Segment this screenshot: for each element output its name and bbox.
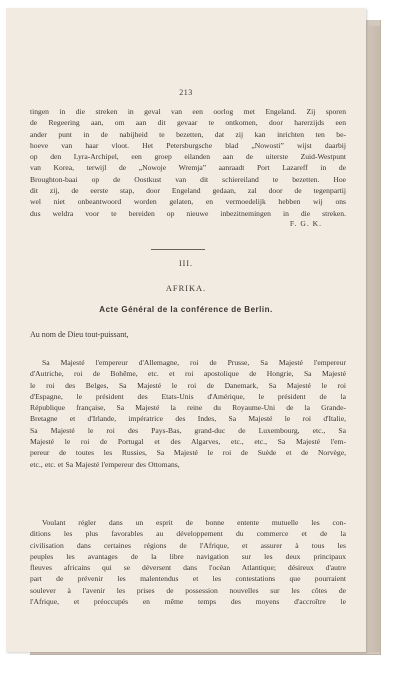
text-line: fleuves africains qui se déversent dans l'océan Atlantique; désireux d'autre bbox=[30, 563, 346, 573]
section-divider bbox=[151, 249, 205, 250]
text-line: pereur de toutes les Russies, Sa Majesté le roi de Suède et de Norvège, bbox=[30, 448, 346, 458]
text-line: peuples les avantages de la libre navigation sur les deux principaux bbox=[30, 551, 346, 561]
text-line: l'Afrique, et préoccupés en même temps des moyens d'accroître le bbox=[30, 597, 346, 607]
text-line: le roi des Belges, Sa Majesté le roi de Danemark, Sa Majesté le roi bbox=[30, 380, 346, 390]
text-line: Sa Majesté l'empereur d'Allemagne, roi de Prusse, Sa Majesté l'empereur bbox=[42, 358, 346, 367]
text-line: hoeve van haar vloot. Het Petersburgsche blad „Nowosti” wijst daarbij bbox=[30, 140, 346, 150]
text-line: van Korea, terwijl de „Nowoje Wremja” aanraadt Port Lazareff in de bbox=[30, 163, 346, 173]
section-number: III. bbox=[179, 259, 193, 268]
text-line: République française, Sa Majesté la reine du Royaume-Uni de la Grande- bbox=[30, 403, 346, 413]
author-signature: F. G. K. bbox=[289, 219, 322, 228]
act-title: Acte Général de la conférence de Berlin. bbox=[99, 305, 273, 314]
paragraph-korea bbox=[30, 106, 346, 219]
text-line: civilisation dans certaines régions de l'Afrique, et assurer à tous les bbox=[30, 540, 346, 550]
text-line: d'Espagne, le président des Etats-Unis d'Amérique, le président de la bbox=[30, 391, 346, 401]
text-line: ditions les plus favorables au développement du commerce et de la bbox=[30, 529, 346, 539]
text-line: op den Lyra-Archipel, een groep eilanden aan de uiterste Zuid-Westpunt bbox=[30, 152, 346, 162]
text-line: wel niet onbeantwoord worden gelaten, en vermoedelijk hebben wij ons bbox=[30, 197, 346, 207]
text-line: etc., etc. et Sa Majesté l'empereur des Ottomans, bbox=[30, 459, 180, 469]
paragraph-purpose bbox=[30, 517, 346, 607]
book-page bbox=[6, 8, 366, 652]
paragraph-sovereigns bbox=[30, 357, 346, 470]
text-line: Voulant régler dans un esprit de bonne entente mutuelle les con- bbox=[42, 518, 346, 527]
text-line: ander punt in de nabijheid te bezetten, dat zij kan inrichten ten be- bbox=[30, 129, 346, 139]
text-line: soulever à l'avenir les prises de possession nouvelles sur les côtes de bbox=[30, 585, 346, 595]
text-line: dus weldra voor te bereiden op nieuwe inbezitnemingen in die streken. bbox=[30, 208, 346, 218]
text-line: de Regeering aan, om aan dit gevaar te ontkomen, door harerzijds een bbox=[30, 118, 346, 128]
text-line: part de prévenir les malentendus et les contestations que pourraient bbox=[30, 574, 346, 584]
text-line: tingen in die streken in geval van een oorlog met Engeland. Zij sporen bbox=[30, 107, 346, 116]
text-line: d'Autriche, roi de Bohême, etc. et roi apostolique de Hongrie, Sa Majesté bbox=[30, 369, 346, 379]
section-title: AFRIKA. bbox=[165, 284, 207, 293]
text-line: Broughton-baai op de Oostkust van dit schiereiland te bezetten. Hoe bbox=[30, 174, 346, 184]
book-cover-edge bbox=[368, 26, 380, 652]
text-line: Majesté le roi de Portugal et des Algarves, etc., etc., Sa Majesté l'em- bbox=[30, 437, 346, 447]
invocation: Au nom de Dieu tout-puissant, bbox=[30, 330, 129, 339]
text-line: Sa Majesté le roi des Pays-Bas, grand-duc de Luxembourg, etc., Sa bbox=[30, 425, 346, 435]
page-number: 213 bbox=[179, 88, 193, 97]
text-line: dit zij, de eerste stap, door Engeland gedaan, zal door de tegenpartij bbox=[30, 186, 346, 196]
text-line: Bretagne et d'Irlande, impératrice des Indes, Sa Majesté le roi d'Italie, bbox=[30, 414, 346, 424]
